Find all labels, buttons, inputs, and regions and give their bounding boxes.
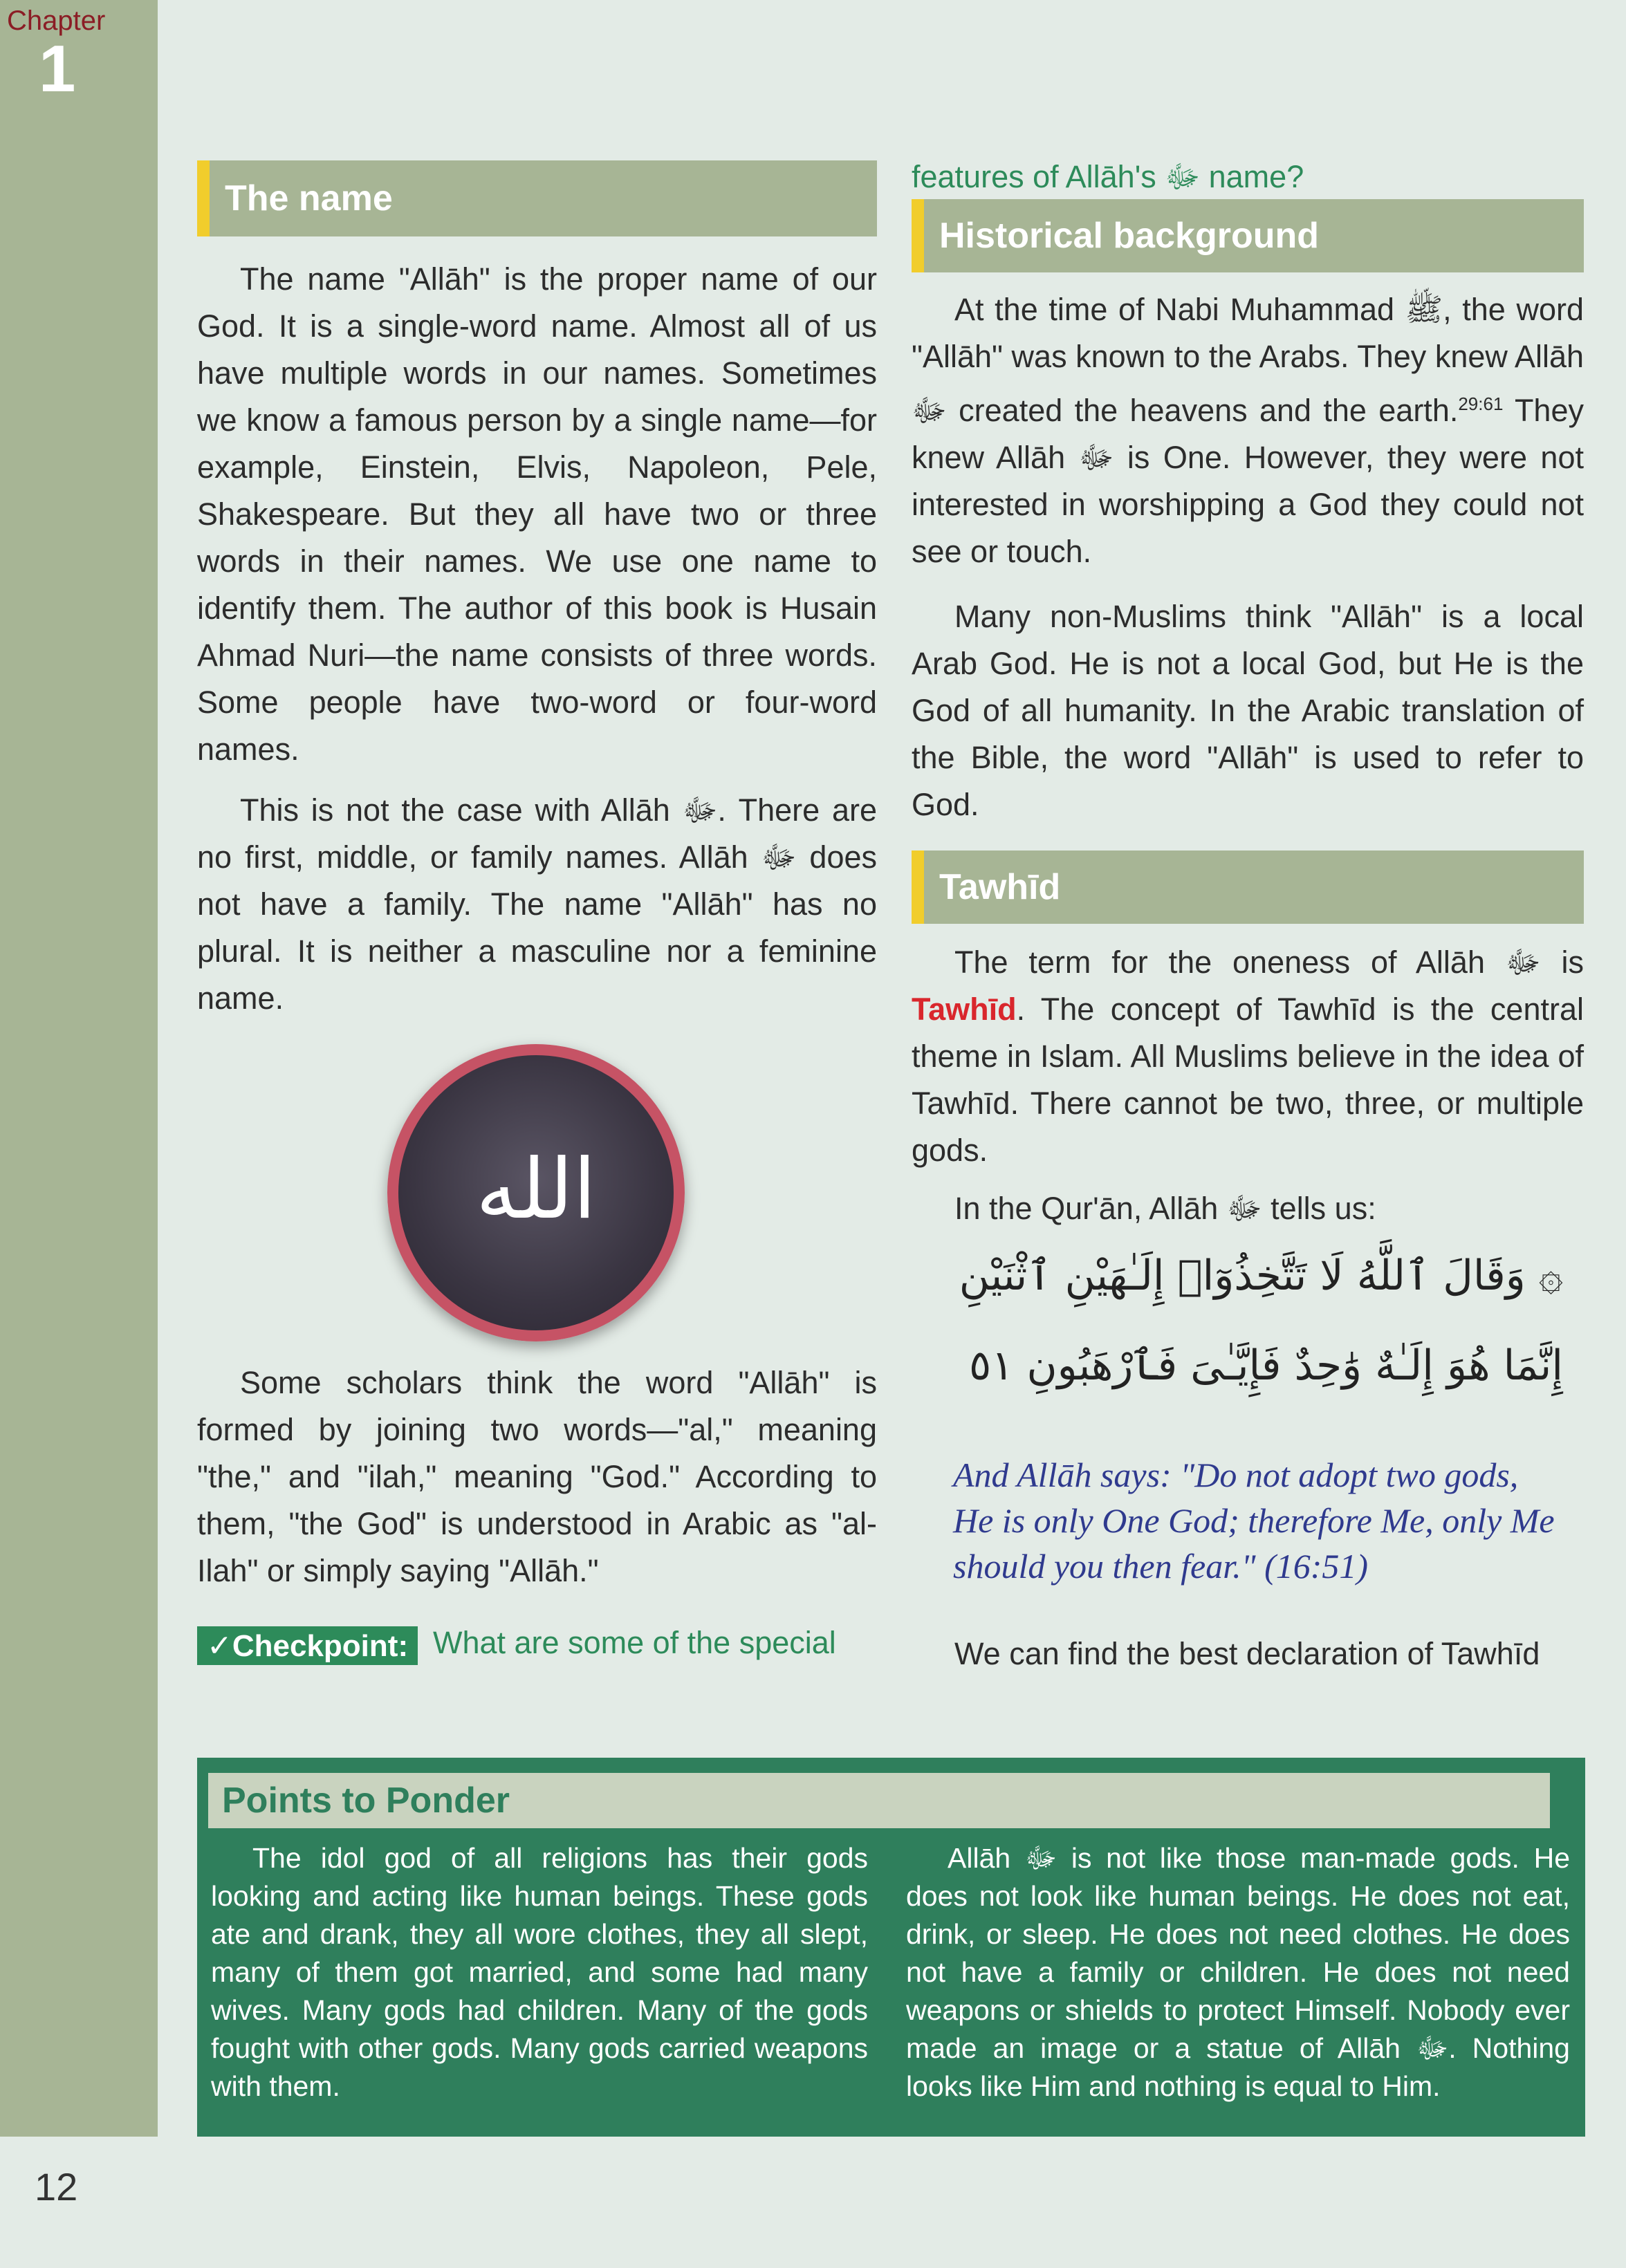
- ponder-right-text: Allāh ﷻ is not like those man-made gods. He does not look like human beings. He does not eat, drink, or sleep. He does not need clothes. He does not have a family or children. He does not need weapons or shields to protect Himself. Nobody ever made an image or a statue of Allāh ﷻ. Nothing looks like Him and nothing is equal to Him.: [906, 1842, 1571, 2102]
- tawhid-text-start: The term for the oneness of Allāh ﷻ is: [954, 945, 1585, 980]
- tawhid-term: Tawhīd: [912, 992, 1017, 1027]
- allah-calligraphy-emblem: [387, 1044, 685, 1341]
- paragraph-quran-intro: In the Qur'ān, Allāh ﷻ tells us:: [954, 1191, 1376, 1226]
- historical-text-end: They knew Allāh ﷻ is One. However, they were not interested in worshipping a God they could not see or touch.: [912, 393, 1584, 569]
- chapter-label: Chapter: [7, 6, 106, 36]
- verse-translation: And Allāh says: "Do not adopt two gods, He is only One God; therefore Me, only Me should you then fear." (16:51): [953, 1456, 1555, 1586]
- ponder-left-text: The idol god of all religions has their gods looking and acting like human beings. These gods ate and drank, they all wore clothes, they all slept, many of them got married, and some had many wives. Many gods had children. Many of the gods fought with other gods. Many gods carried weapons with them.: [211, 1842, 868, 2102]
- calligraphy-graphic: [398, 1055, 674, 1330]
- paragraph-name-intro: The name "Allāh" is the proper name of our God. It is a single-word name. Almost all of us have multiple words in our names. Sometimes we know a famous person by a single name—for example, Einstein, Elvis, Napoleon, Pele, Shakespeare. But they all have two or three words in their names. We use one name to identify them. The author of this book is Husain Ahmad Nuri—the name consists of three words. Some people have two-word or four-word names.: [197, 261, 877, 767]
- paragraph-historical: [912, 286, 1584, 575]
- page-number: 12: [35, 2165, 78, 2209]
- historical-text-start: At the time of Nabi Muhammad ﷺ, the word "Allāh" was known to the Arabs. They knew Allāh ﷻ created the heavens and the earth.: [912, 292, 1584, 428]
- chapter-number: 1: [39, 32, 76, 106]
- paragraph-declaration: We can find the best declaration of Tawhīd: [954, 1636, 1540, 1671]
- section-heading-the-name: The name: [197, 160, 877, 236]
- chapter-sidebar: [0, 0, 158, 2137]
- checkpoint-badge: ✓Checkpoint:: [197, 1626, 418, 1665]
- checkpoint-question-continued: features of Allāh's ﷻ name?: [912, 159, 1304, 194]
- sidebar-footer-area: [0, 2137, 158, 2268]
- paragraph-allah-no-family: This is not the case with Allāh ﷻ. There are no first, middle, or family names. Allāh ﷻ does not have a family. The name "Allāh" has no plural. It is neither a masculine nor a feminine name.: [197, 792, 877, 1016]
- paragraph-word-origin: Some scholars think the word "Allāh" is formed by joining two words—"al," meaning "the," and "ilah," meaning "God." According to them, "the God" is understood in Arabic as "al-Ilah" or simply saying "Allāh.": [197, 1365, 877, 1588]
- quran-reference: 29:61: [1458, 393, 1504, 414]
- arabic-verse-line-1: ۞ وَقَالَ ٱللَّهُ لَا تَتَّخِذُوٓا۟ إِلَـٰهَيْنِ ٱثْنَيْنِ: [959, 1252, 1563, 1300]
- tawhid-text-end: . The concept of Tawhīd is the central theme in Islam. All Muslims believe in the idea of Tawhīd. There cannot be two, three, or multiple gods.: [912, 992, 1584, 1168]
- paragraph-non-muslims: Many non-Muslims think "Allāh" is a local Arab God. He is not a local God, but He is the God of all humanity. In the Arabic translation of the Bible, the word "Allāh" is used to refer to God.: [912, 599, 1584, 822]
- paragraph-tawhid: [912, 939, 1584, 1174]
- section-heading-tawhid: Tawhīd: [912, 850, 1584, 924]
- ponder-heading: Points to Ponder: [208, 1773, 1550, 1828]
- arabic-verse-line-2: إِنَّمَا هُوَ إِلَـٰهٌ وَٰحِدٌ فَإِيَّـٰىَ فَٱرْهَبُونِ ٥١: [969, 1341, 1563, 1390]
- checkpoint-question: What are some of the special: [433, 1625, 836, 1660]
- section-heading-historical-background: Historical background: [912, 199, 1584, 272]
- calligraphy-text: الله: [476, 1142, 596, 1238]
- points-to-ponder-box: [197, 1758, 1585, 2137]
